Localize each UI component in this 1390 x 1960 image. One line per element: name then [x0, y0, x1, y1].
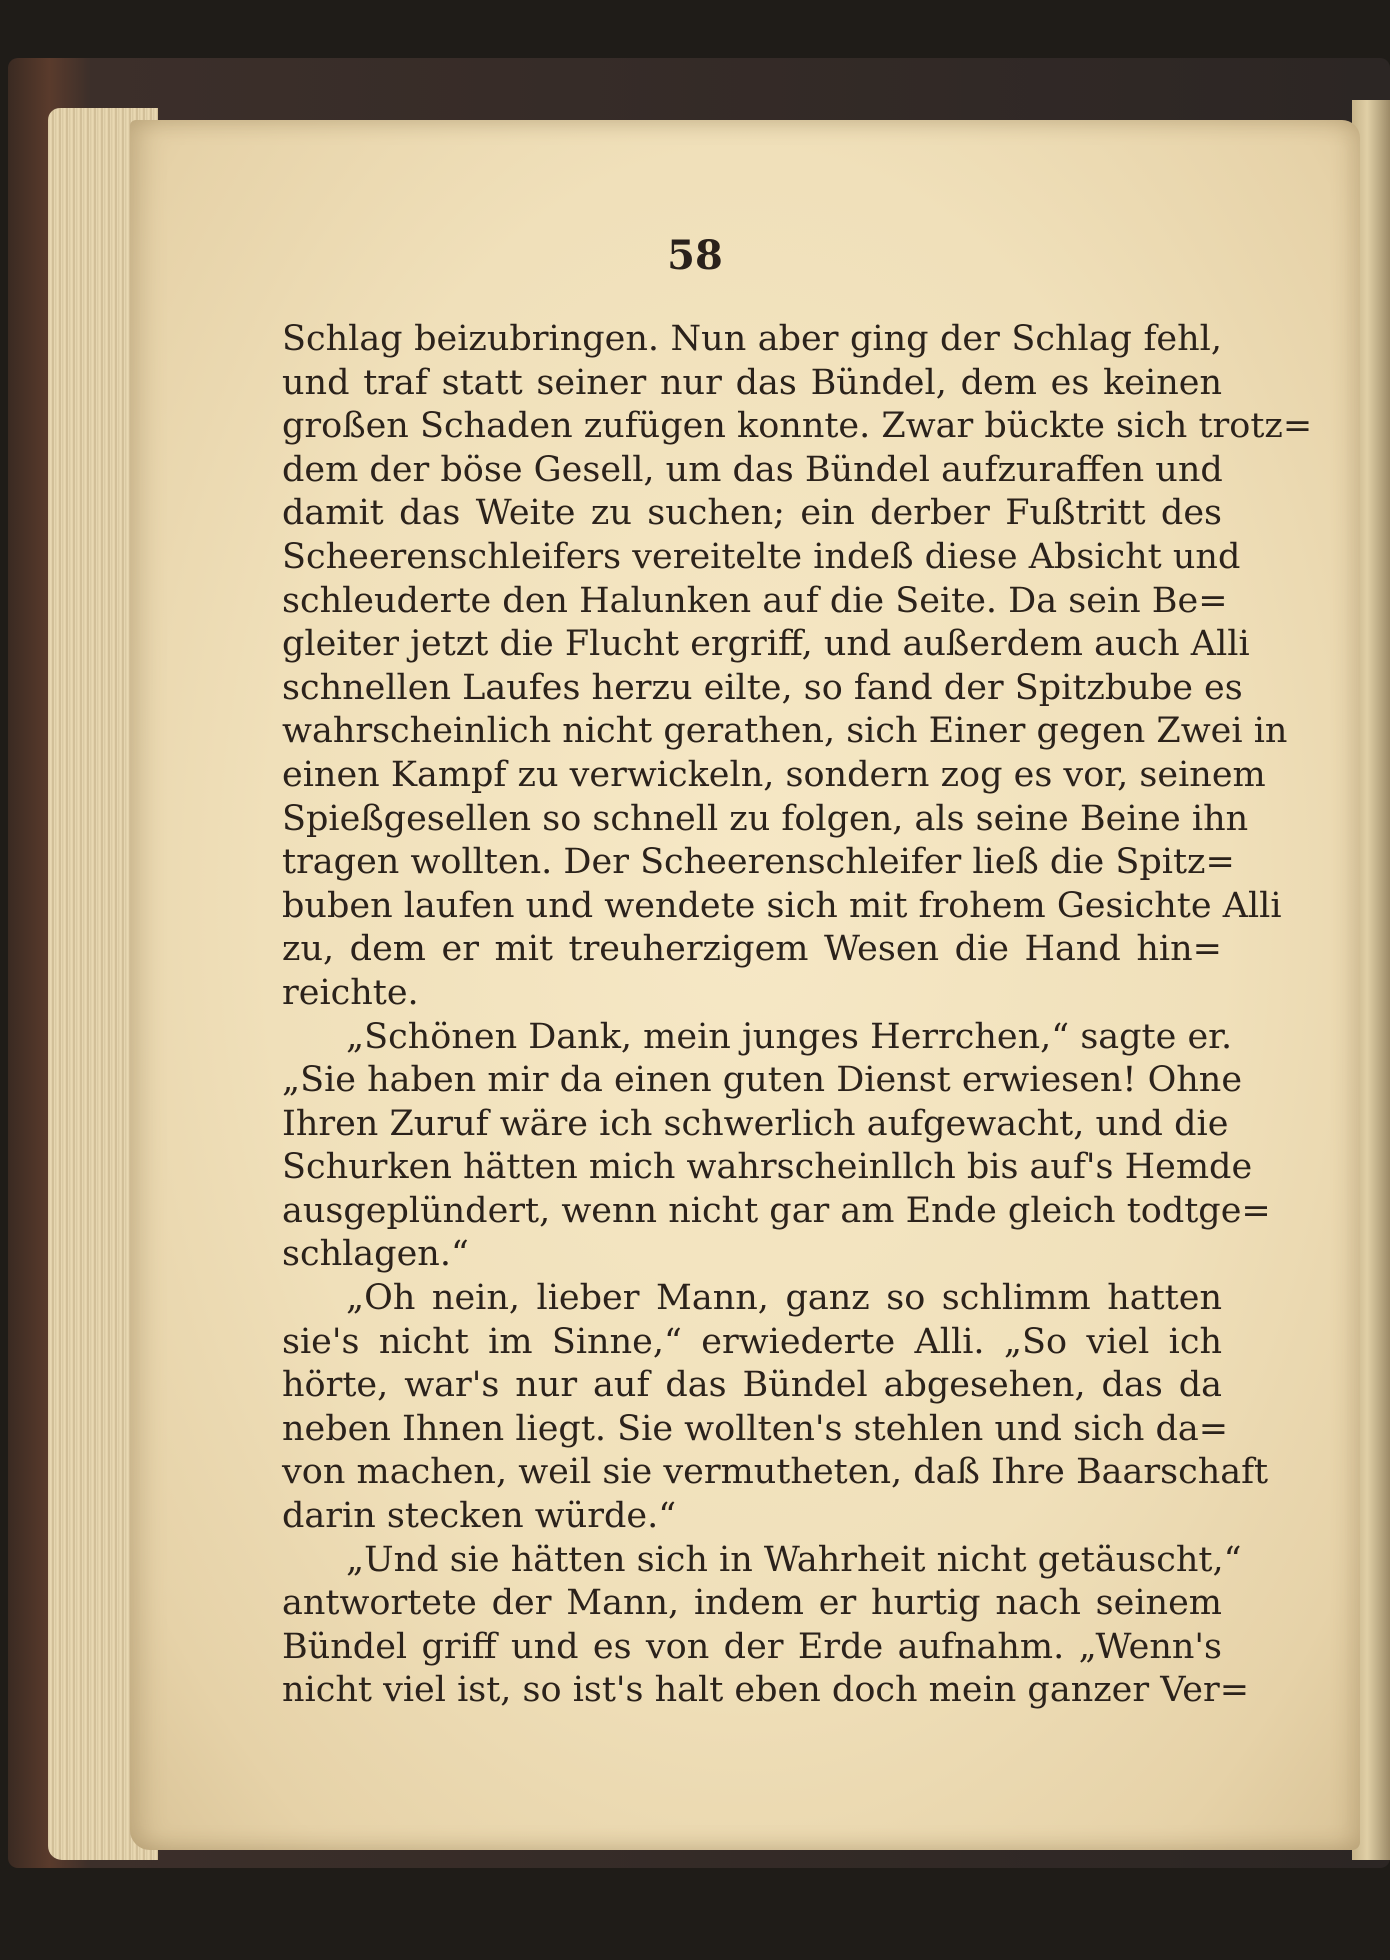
text-line: „Schönen Dank, mein junges Herrchen,“ sagte er. — [346, 1016, 1233, 1057]
text-line: großen Schaden zufügen konnte. Zwar bückte sich trotz= — [282, 406, 1313, 447]
text-line: nicht viel ist, so ist's halt eben doch mein ganzer Ver= — [282, 1670, 1250, 1711]
text-line: von machen, weil sie vermutheten, daß Ihre Baarschaft — [282, 1452, 1269, 1493]
text-line: schnellen Laufes herzu eilte, so fand der Spitzbube es — [282, 667, 1243, 708]
text-line: „Oh nein, lieber Mann, ganz so schlimm hatten — [346, 1278, 1222, 1319]
page-number: 58 — [667, 232, 723, 279]
text-line: antwortete der Mann, indem er hurtig nach seinem — [282, 1583, 1222, 1624]
text-line: wahrscheinlich nicht gerathen, sich Einer gegen Zwei in — [282, 711, 1288, 752]
text-line: Spießgesellen so schnell zu folgen, als seine Beine ihn — [282, 798, 1249, 839]
text-line: darin stecken würde.“ — [282, 1496, 677, 1537]
text-line: einen Kampf zu verwickeln, sondern zog es vor, seinem — [282, 754, 1266, 795]
text-line: Ihren Zuruf wäre ich schwerlich aufgewacht, und die — [282, 1103, 1229, 1144]
text-line: ausgeplündert, wenn nicht gar am Ende gleich todtge= — [282, 1190, 1271, 1231]
text-line: Schlag beizubringen. Nun aber ging der Schlag fehl, — [282, 319, 1222, 359]
text-line: Scheerenschleifers vereitelte indeß diese Absicht und — [282, 536, 1241, 577]
text-line: schlagen.“ — [282, 1234, 469, 1275]
text-line: reichte. — [282, 972, 419, 1013]
text-line: tragen wollten. Der Scheerenschleifer ließ die Spitz= — [282, 842, 1235, 883]
text-line: zu, dem er mit treuherzigem Wesen die Hand hin= — [282, 929, 1222, 970]
text-line: und traf statt seiner nur das Bündel, dem es keinen — [282, 362, 1222, 403]
text-line: dem der böse Gesell, um das Bündel aufzuraffen und — [282, 449, 1223, 490]
text-line: damit das Weite zu suchen; ein derber Fußtritt des — [282, 493, 1222, 534]
text-line: sie's nicht im Sinne,“ erwiederte Alli. „So viel ich — [282, 1321, 1222, 1362]
text-line: schleuderte den Halunken auf die Seite. Da sein Be= — [282, 580, 1228, 621]
text-line: gleiter jetzt die Flucht ergriff, und außerdem auch Alli — [282, 624, 1250, 665]
text-line: neben Ihnen liegt. Sie wollten's stehlen und sich da= — [282, 1408, 1229, 1449]
text-line: buben laufen und wendete sich mit frohem Gesichte Alli — [282, 885, 1282, 926]
text-line: Schurken hätten mich wahrscheinllch bis auf's Hemde — [282, 1147, 1253, 1188]
text-line: hörte, war's nur auf das Bündel abgesehen, das da — [282, 1365, 1222, 1406]
text-line: Bündel griff und es von der Erde aufnahm. „Wenn's — [282, 1626, 1222, 1667]
text-line: „Und sie hätten sich in Wahrheit nicht getäuscht,“ — [346, 1539, 1242, 1580]
text-line: „Sie haben mir da einen guten Dienst erwiesen! Ohne — [282, 1060, 1243, 1101]
page-text — [282, 318, 1313, 1713]
